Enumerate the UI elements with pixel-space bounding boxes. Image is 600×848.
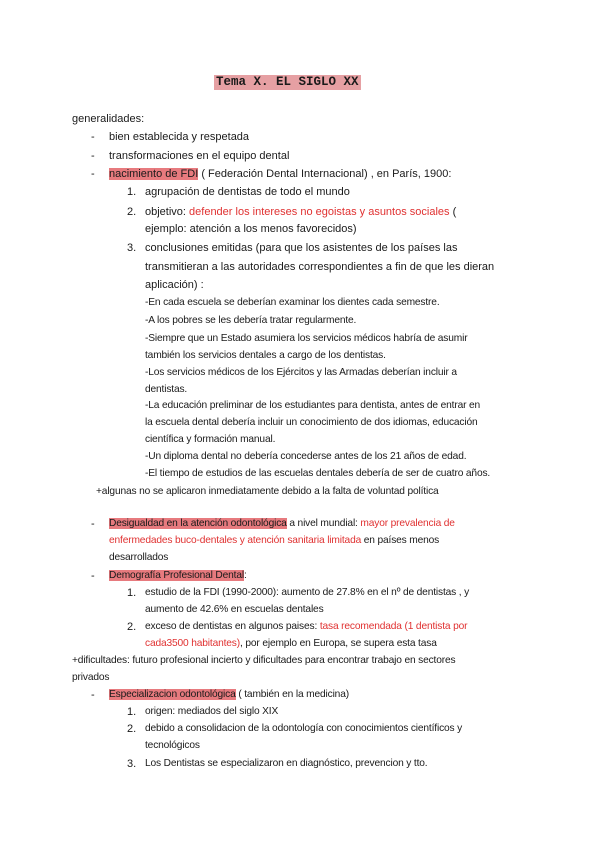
conclusion-item: -Un diploma dental no debería concederse antes de los 21 años de edad.: [145, 451, 467, 462]
item-text: estudio de la FDI (1990-2000): aumento de 27.8% en el nº de dentistas , y: [145, 587, 470, 598]
inequality-line-1: [109, 517, 455, 531]
conclusion-item: -A los pobres se les debería tratar regularmente.: [145, 315, 357, 326]
excess-line-2: [145, 637, 437, 651]
item-number: 1.: [127, 706, 137, 718]
item-text: tecnológicos: [145, 740, 200, 751]
fdi-note: +algunas no se aplicaron inmediatamente debido a la falta de voluntad política: [96, 486, 439, 497]
item-number: 2.: [127, 621, 137, 633]
objective-line: [145, 205, 456, 219]
fdi-line: [109, 167, 451, 181]
intro-label: generalidades:: [72, 113, 145, 125]
conclusion-item: -Siempre que un Estado asumiera los servicios médicos habría de asumir: [145, 333, 468, 344]
bullet-text: transformaciones en el equipo dental: [109, 150, 290, 162]
conclusions-line-3: aplicación) :: [145, 279, 204, 291]
specialization-line: [109, 688, 349, 702]
difficulties-note-2: privados: [72, 672, 110, 683]
inequality-line-3: desarrollados: [109, 552, 169, 563]
difficulties-note: +dificultades: futuro profesional incierto y dificultades para encontrar trabajo en sectores: [72, 655, 456, 666]
inequality-line-2: [109, 534, 439, 548]
excess-red-2: cada3500 habitantes): [145, 638, 240, 649]
inequality-red-2: enfermedades buco-dentales y atención sanitaria limitada: [109, 535, 362, 546]
excess-rest: , por ejemplo en Europa, se supera esta tasa: [240, 638, 437, 649]
objective-lead: objetivo:: [145, 206, 190, 218]
inequality-highlight: Desigualdad en la atención odontológica: [109, 518, 287, 529]
bullet-dash: -: [91, 168, 95, 180]
objective-line-2: ejemplo: atención a los menos favorecidos): [145, 223, 357, 235]
conclusion-item: también los servicios dentales a cargo de los dentistas.: [145, 350, 386, 361]
conclusion-item: -En cada escuela se deberían examinar los dientes cada semestre.: [145, 297, 440, 308]
item-text: origen: mediados del siglo XIX: [145, 706, 279, 717]
fdi-highlight: nacimiento de FDI: [109, 168, 199, 180]
conclusion-item: científica y formación manual.: [145, 434, 276, 445]
item-number: 1.: [127, 587, 137, 599]
bullet-dash: -: [91, 570, 95, 582]
conclusions-line-1: conclusiones emitidas (para que los asistentes de los países las: [145, 242, 458, 254]
bullet-dash: -: [91, 131, 95, 143]
excess-lead: exceso de dentistas en algunos paises:: [145, 621, 320, 632]
item-text: aumento de 42.6% en escuelas dentales: [145, 604, 324, 615]
conclusion-item: -El tiempo de estudios de las escuelas dentales debería de ser de cuatro años.: [145, 468, 491, 479]
excess-line-1: [145, 620, 467, 634]
bullet-dash: -: [91, 518, 95, 530]
conclusion-item: dentistas.: [145, 384, 188, 395]
bullet-dash: -: [91, 150, 95, 162]
conclusion-item: -Los servicios médicos de los Ejércitos y las Armadas deberían incluir a: [145, 367, 457, 378]
bullet-dash: -: [91, 689, 95, 701]
specialization-rest: ( también en la medicina): [235, 689, 349, 700]
item-text: Los Dentistas se especializaron en diagnóstico, prevencion y tto.: [145, 758, 428, 769]
page-title: Tema X. EL SIGLO XX: [216, 75, 359, 89]
inequality-red-1: mayor prevalencia de: [360, 518, 455, 529]
item-number: 2.: [127, 723, 137, 735]
item-number: 2.: [127, 206, 137, 218]
objective-red: defender los intereses no egoistas y asuntos sociales: [189, 206, 450, 218]
bullet-text: bien establecida y respetada: [109, 131, 250, 143]
demography-highlight: Demografía Profesional Dental: [109, 570, 244, 581]
item-text: agrupación de dentistas de todo el mundo: [145, 186, 350, 198]
conclusion-item: la escuela dental debería incluir un conocimiento de dos idiomas, educación: [145, 417, 478, 428]
inequality-mid: a nivel mundial:: [286, 518, 361, 529]
item-text: debido a consolidacion de la odontología con conocimientos científicos y: [145, 723, 463, 734]
item-number: 3.: [127, 758, 137, 770]
inequality-rest: en países menos: [361, 535, 440, 546]
fdi-rest: ( Federación Dental Internacional) , en París, 1900:: [198, 168, 452, 180]
item-number: 1.: [127, 186, 137, 198]
item-number: 3.: [127, 242, 137, 254]
objective-rest: (: [449, 206, 457, 218]
conclusions-line-2: transmitieran a las autoridades correspondientes a fin de que les dieran: [145, 261, 495, 273]
excess-red-1: tasa recomendada (1 dentista por: [319, 621, 468, 632]
conclusion-item: -La educación preliminar de los estudiantes para dentista, antes de entrar en: [145, 400, 481, 411]
demography-colon: :: [243, 570, 247, 581]
specialization-highlight: Especializacion odontológica: [109, 689, 236, 700]
demography-line: [109, 569, 247, 583]
